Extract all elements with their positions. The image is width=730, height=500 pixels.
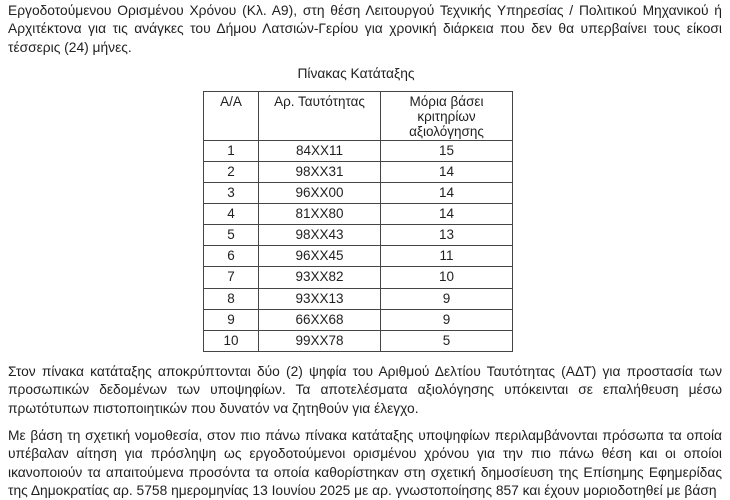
rank-cell: 3 — [204, 183, 259, 204]
points-cell: 10 — [381, 267, 513, 288]
id-cell: 99XX78 — [259, 330, 381, 351]
points-cell: 5 — [381, 330, 513, 351]
table-row — [204, 225, 513, 246]
rank-cell: 8 — [204, 288, 259, 309]
table-row — [204, 204, 513, 225]
rank-cell: 5 — [204, 225, 259, 246]
intro-paragraph: Εργοδοτούμενου Ορισμένου Χρόνου (Κλ. Α9), στη θέση Λειτουργού Τεχνικής Υπηρεσίας / Πολιτικού Μηχανικού ή Αρχιτέκτονα για τις ανάγκες του Δήμου Λατσιών-Γερίου για χρονική διάρκεια που δεν θα υπερβαίνει τους είκοσι τέσσερις (24) μήνες. — [8, 3, 722, 55]
id-cell: 96XX00 — [259, 183, 381, 204]
rank-cell: 10 — [204, 330, 259, 351]
id-cell: 84XX11 — [259, 140, 381, 161]
table-header-id: Αρ. Ταυτότητας — [259, 91, 381, 140]
ranking-table — [203, 91, 513, 352]
table-header-row — [204, 91, 513, 140]
table-row — [204, 309, 513, 330]
id-cell: 93XX82 — [259, 267, 381, 288]
table-row — [204, 161, 513, 182]
table-row — [204, 330, 513, 351]
table-row — [204, 246, 513, 267]
points-cell: 14 — [381, 161, 513, 182]
points-cell: 11 — [381, 246, 513, 267]
legal-paragraph: Με βάση τη σχετική νομοθεσία, στον πιο πάνω πίνακα κατάταξης υποψηφίων περιλαμβάνονται πρόσωπα τα οποία υπέβαλαν αίτηση για πρόσληψη ως εργοδοτούμενοι ορισμένου χρόνου για την πιο πάνω θέση και οι οποίοι ικανοποιούν τα απαιτούμενα προσόντα τα οποία καθορίστηκαν στη σχετική δημοσίευση της Επίσημης Εφημερίδας της Δημοκρατίας αρ. 5758 ημερομηνίας 13 Ιουνίου 2025 με αρ. γνωστοποίησης 857 και έχουν μοριοδοτηθεί με βάση — [8, 428, 722, 499]
points-cell: 14 — [381, 204, 513, 225]
table-title: Πίνακας Κατάταξης — [297, 66, 415, 82]
rank-cell: 6 — [204, 246, 259, 267]
table-header-points: Μόρια βάσει κριτηρίων αξιολόγησης — [381, 91, 513, 140]
id-cell: 66XX68 — [259, 309, 381, 330]
table-row — [204, 140, 513, 161]
id-cell: 96XX45 — [259, 246, 381, 267]
rank-cell: 4 — [204, 204, 259, 225]
table-header-rank: Α/Α — [204, 91, 259, 140]
id-cell: 98XX31 — [259, 161, 381, 182]
id-cell: 93XX13 — [259, 288, 381, 309]
points-cell: 14 — [381, 183, 513, 204]
table-row — [204, 183, 513, 204]
table-row — [204, 288, 513, 309]
rank-cell: 7 — [204, 267, 259, 288]
points-cell: 9 — [381, 309, 513, 330]
ranking-table-section — [203, 65, 509, 352]
points-cell: 13 — [381, 225, 513, 246]
privacy-paragraph: Στον πίνακα κατάταξης αποκρύπτονται δύο (2) ψηφία του Αριθμού Δελτίου Ταυτότητας (ΑΔΤ) για προστασία των προσωπικών δεδομένων των υποψηφίων. Τα αποτελέσματα αξιολόγησης υπόκεινται σε επαλήθευση μέσω πρωτότυπων πιστοποιητικών που δυνατόν να ζητηθούν για έλεγχο. — [8, 363, 722, 416]
id-cell: 98XX43 — [259, 225, 381, 246]
id-cell: 81XX80 — [259, 204, 381, 225]
table-row — [204, 267, 513, 288]
rank-cell: 9 — [204, 309, 259, 330]
points-cell: 9 — [381, 288, 513, 309]
rank-cell: 2 — [204, 161, 259, 182]
rank-cell: 1 — [204, 140, 259, 161]
points-cell: 15 — [381, 140, 513, 161]
